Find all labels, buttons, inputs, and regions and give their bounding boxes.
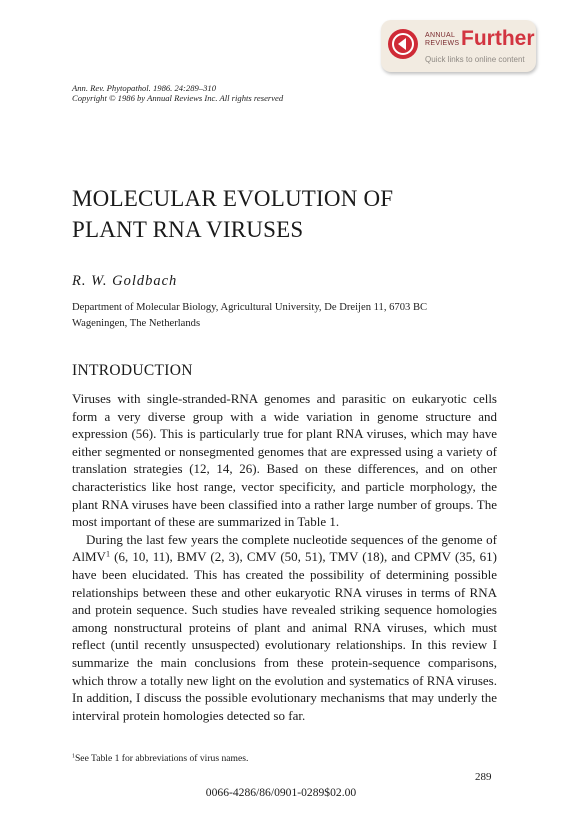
paragraph-2-start: During the last few years the complete nucleotide sequences of the genome of AlMV <box>72 531 497 565</box>
author-affiliation <box>72 300 497 332</box>
paragraph-2 <box>72 531 497 725</box>
copyright-line: Copyright © 1986 by Annual Reviews Inc. All rights reserved <box>72 93 284 103</box>
page-number: 289 <box>475 771 492 783</box>
section-heading: INTRODUCTION <box>72 362 193 379</box>
badge-line-reviews: REVIEWS <box>425 40 460 47</box>
introduction-body <box>72 390 497 724</box>
footnote-reference[interactable]: 1 <box>105 549 110 559</box>
title-line-2: PLANT RNA VIRUSES <box>72 217 304 242</box>
affiliation-line-1: Department of Molecular Biology, Agricultural University, De Dreijen 11, 6703 BC <box>72 302 428 313</box>
play-arrow-icon <box>388 29 418 59</box>
journal-line: Ann. Rev. Phytopathol. 1986. 24:289–310 <box>72 83 216 93</box>
footnote-marker: 1 <box>72 753 75 760</box>
badge-subtitle: Quick links to online content <box>425 55 525 64</box>
paragraph-1: Viruses with single-stranded-RNA genomes and parasitic on eukaryotic cells form a very diverse group with a wide variation in genome structure and expression (56). This is particularly true for plant RNA viruses, which may have either segmented or nonsegmented genomes that are expressed using a variety of translation strategies (12, 14, 26). Based on these differences, and on other characteristics like host range, vector specificity, and particle morphology, the plant RNA viruses have been classified into a rather large number of groups. The most important of these are summarized in Table 1. <box>72 391 497 530</box>
footnote-text: See Table 1 for abbreviations of virus names. <box>74 753 249 764</box>
badge-line-annual: ANNUAL <box>425 32 456 39</box>
title-line-1: MOLECULAR EVOLUTION OF <box>72 186 394 211</box>
affiliation-line-2: Wageningen, The Netherlands <box>72 318 201 329</box>
article-title <box>72 183 512 245</box>
author-name: R. W. Goldbach <box>72 273 178 289</box>
footnote <box>72 753 248 765</box>
paragraph-2-rest: (6, 10, 11), BMV (2, 3), CMV (50, 51), TMV (18), and CPMV (35, 61) have been elucidated. This has created the possibility of determining possible relationships between these and other eukaryotic RNA viruses in terms of RNA and protein sequence. Such studies have revealed striking sequence homologies among nonstructural proteins of plant and animal RNA viruses, which must reflect (until recently unsuspected) evolutionary relationships. In this review I summarize the main conclusions from these protein-sequence comparisons, which throw a totally new light on the evolution and systematics of RNA viruses. In addition, I discuss the possible evolutionary mechanisms that may underly the interviral protein homologies detected so far. <box>72 549 497 723</box>
further-badge[interactable] <box>381 20 536 72</box>
badge-brand: Further <box>461 27 535 50</box>
journal-citation <box>72 83 283 103</box>
badge-publisher <box>425 32 459 48</box>
article-code: 0066-4286/86/0901-0289$02.00 <box>205 786 357 799</box>
